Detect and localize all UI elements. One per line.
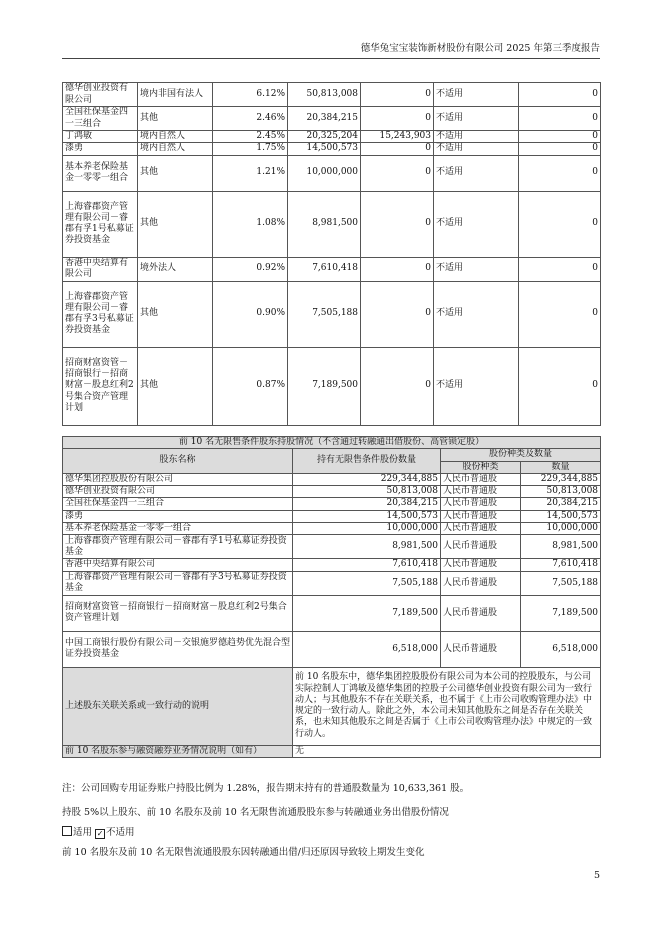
holder-pct: 1.08%: [213, 191, 288, 257]
table-header-row: [63, 449, 601, 461]
holder-name: 招商财富资管－招商银行－招商财富－股息红利2号集合资产管理计划: [63, 347, 138, 425]
share-kind: 人民币普通股: [441, 535, 521, 559]
pledge-qty: 0: [519, 155, 601, 191]
col-header-class-qty: 数量: [521, 461, 601, 473]
table-row: [63, 155, 601, 191]
holder-qty: 7,610,418: [293, 559, 441, 571]
holder-type: 其他: [138, 107, 213, 131]
table-row: [63, 281, 601, 347]
holder-qty: 10,000,000: [293, 523, 441, 535]
holder-name: 全国社保基金四一三组合: [63, 498, 293, 510]
share-num: 6,518,000: [521, 631, 601, 667]
holder-pct: 0.92%: [213, 257, 288, 281]
holder-restricted: 15,243,903: [361, 131, 434, 143]
share-num: 8,981,500: [521, 535, 601, 559]
holder-restricted: 0: [361, 191, 434, 257]
option-applicable: 适用: [73, 827, 93, 838]
repurchase-note: 注：公司回购专用证券账户持股比例为 1.28%，报告期末持有的普通股数量为 10,633,361 股。: [62, 783, 470, 794]
table-row: [63, 523, 601, 535]
table-row: [63, 473, 601, 485]
holder-qty: 50,813,008: [293, 486, 441, 498]
holder-type: 其他: [138, 281, 213, 347]
holder-name: 上海睿郡资产管理有限公司－睿郡有孚3号私募证券投资基金: [63, 571, 293, 595]
table-row: [63, 510, 601, 522]
holder-qty: 20,384,215: [293, 498, 441, 510]
relation-row: [63, 667, 601, 745]
share-num: 50,813,008: [521, 486, 601, 498]
pledge-status: 不适用: [434, 347, 519, 425]
holder-type: 境内自然人: [138, 131, 213, 143]
pledge-status: 不适用: [434, 257, 519, 281]
table-row: [63, 191, 601, 257]
pledge-qty: 0: [519, 131, 601, 143]
holder-type: 其他: [138, 155, 213, 191]
pledge-status: 不适用: [434, 281, 519, 347]
share-kind: 人民币普通股: [441, 631, 521, 667]
holder-name: 漆勇: [63, 143, 138, 155]
unrestricted-holders-table: [62, 436, 601, 758]
table-title-row: [63, 437, 601, 449]
holder-shares: 14,500,573: [288, 143, 361, 155]
holder-restricted: 0: [361, 347, 434, 425]
share-kind: 人民币普通股: [441, 510, 521, 522]
pledge-status: 不适用: [434, 143, 519, 155]
table-row: [63, 257, 601, 281]
holder-type: 境外法人: [138, 257, 213, 281]
holder-pct: 6.12%: [213, 83, 288, 107]
holder-shares: 7,610,418: [288, 257, 361, 281]
holder-type: 境内自然人: [138, 143, 213, 155]
holder-qty: 7,189,500: [293, 595, 441, 631]
share-num: 7,189,500: [521, 595, 601, 631]
holder-type: 其他: [138, 191, 213, 257]
table-row: [63, 486, 601, 498]
holder-restricted: 0: [361, 155, 434, 191]
pledge-status: 不适用: [434, 83, 519, 107]
table-row: [63, 83, 601, 107]
holder-name: 漆勇: [63, 510, 293, 522]
share-kind: 人民币普通股: [441, 595, 521, 631]
option-not-applicable: 不适用: [106, 827, 135, 838]
holder-name: 中国工商银行股份有限公司－交银施罗德趋势优先混合型证券投资基金: [63, 631, 293, 667]
top10-holders-table: [62, 82, 601, 426]
holder-name: 香港中央结算有限公司: [63, 559, 293, 571]
holder-shares: 10,000,000: [288, 155, 361, 191]
holder-shares: 20,325,204: [288, 131, 361, 143]
holder-name: 香港中央结算有限公司: [63, 257, 138, 281]
holder-name: 德华创业投资有限公司: [63, 486, 293, 498]
holder-restricted: 0: [361, 107, 434, 131]
holder-pct: 2.46%: [213, 107, 288, 131]
pledge-qty: 0: [519, 143, 601, 155]
holder-shares: 20,384,215: [288, 107, 361, 131]
pledge-status: 不适用: [434, 191, 519, 257]
margin-text: 无: [293, 745, 601, 757]
share-kind: 人民币普通股: [441, 486, 521, 498]
col-header-name: 股东名称: [63, 449, 293, 474]
holder-restricted: 0: [361, 143, 434, 155]
holder-name: 全国社保基金四一三组合: [63, 107, 138, 131]
pledge-qty: 0: [519, 107, 601, 131]
holder-pct: 2.45%: [213, 131, 288, 143]
page-number: 5: [593, 870, 600, 881]
share-kind: 人民币普通股: [441, 559, 521, 571]
table-row: [63, 347, 601, 425]
share-num: 14,500,573: [521, 510, 601, 522]
header-rule: [62, 58, 600, 59]
holder-qty: 229,344,885: [293, 473, 441, 485]
change-heading: 前 10 名股东及前 10 名无限售流通股股东因转融通出借/归还原因导致较上期发生变化: [62, 847, 425, 858]
table-row: [63, 498, 601, 510]
share-num: 20,384,215: [521, 498, 601, 510]
share-num: 7,610,418: [521, 559, 601, 571]
margin-label: 前 10 名股东参与融资融券业务情况说明（如有）: [63, 745, 293, 757]
relation-text: 前 10 名股东中，德华集团控股股份有限公司为本公司的控股股东，与公司实际控制人丁鸿敏及德华集团的控股子公司德华创业投资有限公司为一致行动人；与其他股东不存在关联关系，也不属于《上市公司收购管理办法》中规定的一致行动人。除此之外，本公司未知其他股东之间是否存在关联关系，也未知其他股东之间是否属于《上市公司收购管理办法》中规定的一致行动人。: [293, 667, 601, 745]
holder-restricted: 0: [361, 257, 434, 281]
pledge-status: 不适用: [434, 107, 519, 131]
share-kind: 人民币普通股: [441, 523, 521, 535]
holder-pct: 1.75%: [213, 143, 288, 155]
holder-shares: 7,189,500: [288, 347, 361, 425]
col-header-class: 股份种类及数量: [441, 449, 601, 461]
share-kind: 人民币普通股: [441, 473, 521, 485]
page-header: 德华兔宝宝装饰新材股份有限公司 2025 年第三季度报告: [360, 43, 600, 54]
pledge-status: 不适用: [434, 155, 519, 191]
holder-pct: 1.21%: [213, 155, 288, 191]
holder-restricted: 0: [361, 83, 434, 107]
pledge-qty: 0: [519, 191, 601, 257]
holder-type: 其他: [138, 347, 213, 425]
table-row: [63, 571, 601, 595]
table-row: [63, 535, 601, 559]
holder-qty: 8,981,500: [293, 535, 441, 559]
holder-shares: 8,981,500: [288, 191, 361, 257]
table-row: [63, 143, 601, 155]
pledge-qty: 0: [519, 281, 601, 347]
table-row: [63, 631, 601, 667]
col-header-class-type: 股份种类: [441, 461, 521, 473]
holder-name: 丁鸿敏: [63, 131, 138, 143]
share-kind: 人民币普通股: [441, 571, 521, 595]
applicability-options: [62, 824, 135, 839]
holder-restricted: 0: [361, 281, 434, 347]
table-row: [63, 131, 601, 143]
col-header-qty: 持有无限售条件股份数量: [293, 449, 441, 474]
holder-type: 境内非国有法人: [138, 83, 213, 107]
holder-name: 招商财富资管－招商银行－招商财富－股息红利2号集合资产管理计划: [63, 595, 293, 631]
holder-shares: 50,813,008: [288, 83, 361, 107]
share-kind: 人民币普通股: [441, 498, 521, 510]
pledge-qty: 0: [519, 347, 601, 425]
holder-shares: 7,505,188: [288, 281, 361, 347]
relation-label: 上述股东关联关系或一致行动的说明: [63, 667, 293, 745]
share-num: 10,000,000: [521, 523, 601, 535]
holder-name: 德华集团控股股份有限公司: [63, 473, 293, 485]
section-title: 前 10 名无限售条件股东持股情况（不含通过转融通出借股份、高管锁定股）: [63, 437, 601, 449]
holder-name: 上海睿郡资产管理有限公司－睿郡有孚1号私募证券投资基金: [63, 535, 293, 559]
holder-name: 基本养老保险基金一零零一组合: [63, 155, 138, 191]
holder-qty: 7,505,188: [293, 571, 441, 595]
holder-name: 上海睿郡资产管理有限公司－睿郡有孚1号私募证券投资基金: [63, 191, 138, 257]
unchecked-box-icon: [62, 826, 72, 836]
lending-heading: 持股 5%以上股东、前 10 名股东及前 10 名无限售流通股股东参与转融通业务出借股份情况: [62, 807, 449, 818]
holder-qty: 14,500,573: [293, 510, 441, 522]
table-row: [63, 107, 601, 131]
table-row: [63, 559, 601, 571]
holder-name: 德华创业投资有限公司: [63, 83, 138, 107]
holder-name: 基本养老保险基金一零零一组合: [63, 523, 293, 535]
share-num: 229,344,885: [521, 473, 601, 485]
checked-box-icon: ✓: [96, 829, 104, 838]
holder-pct: 0.87%: [213, 347, 288, 425]
pledge-status: 不适用: [434, 131, 519, 143]
holder-name: 上海睿郡资产管理有限公司－睿郡有孚3号私募证券投资基金: [63, 281, 138, 347]
holder-pct: 0.90%: [213, 281, 288, 347]
holder-qty: 6,518,000: [293, 631, 441, 667]
margin-row: [63, 745, 601, 757]
table-row: [63, 595, 601, 631]
pledge-qty: 0: [519, 83, 601, 107]
pledge-qty: 0: [519, 257, 601, 281]
share-num: 7,505,188: [521, 571, 601, 595]
